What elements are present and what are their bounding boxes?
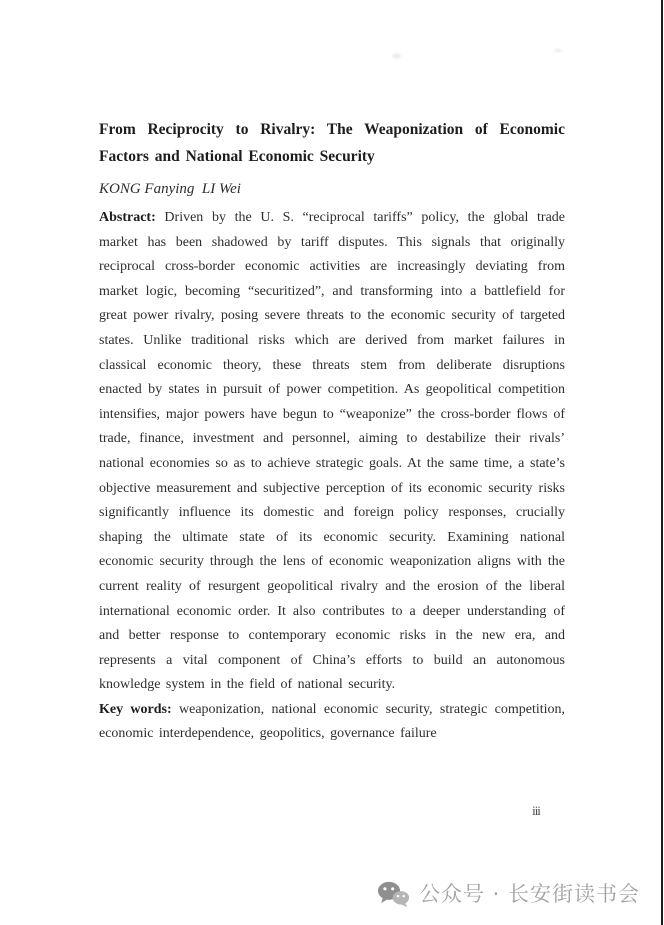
paper-authors: KONG Fanying LI Wei (99, 181, 241, 197)
paper-title: From Reciprocity to Rivalry: The Weaponization of Economic Factors and National Economic Security (99, 121, 565, 165)
page-number: iii (532, 803, 540, 818)
abstract-content (99, 116, 565, 747)
keywords-label: Key words: (99, 701, 172, 717)
keywords-paragraph (99, 698, 565, 747)
wechat-icon (377, 881, 410, 908)
keywords-text: weaponization, national economic security, strategic competition, economic interdependence, geopolitics, governance failure (99, 701, 566, 742)
abstract-text: Driven by the U. S. “reciprocal tariffs” policy, the global trade market has been shadowed by tariff disputes. This signals that originally reciprocal cross-border economic activities are increasingly deviating from market logic, becoming “securitized”, and transforming into a battlefield for great power rivalry, posing severe threats to the economic security of targeted states. Unlike traditional risks which are derived from market failures in classical economic theory, these threats stem from deliberate disruptions enacted by states in pursuit of power competition. As geopolitical competition intensifies, major powers have begun to “weaponize” the cross-border flows of trade, finance, investment and personnel, aiming to destabilize their rivals’ national economies so as to achieve strategic goals. At the same time, a state’s objective measurement and subjective perception of its economic security risks significantly influence its domestic and foreign policy responses, crucially shaping the ultimate state of its economic security. Examining national economic security through the lens of economic weaponization aligns with the current reality of resurgent geopolitical rivalry and the erosion of the liberal international economic order. It also contributes to a deeper understanding of and better response to contemporary economic risks in the new era, and represents a vital component of China’s efforts to build an autonomous knowledge system in the field of national security. (99, 210, 565, 693)
abstract-label: Abstract: (99, 210, 156, 225)
watermark (377, 880, 640, 908)
scan-smudge (392, 54, 401, 58)
watermark-text: 公众号 · 长安街读书会 (418, 882, 640, 906)
scan-smudge (554, 49, 562, 52)
scan-edge-line (661, 0, 663, 925)
abstract-paragraph (99, 206, 565, 698)
